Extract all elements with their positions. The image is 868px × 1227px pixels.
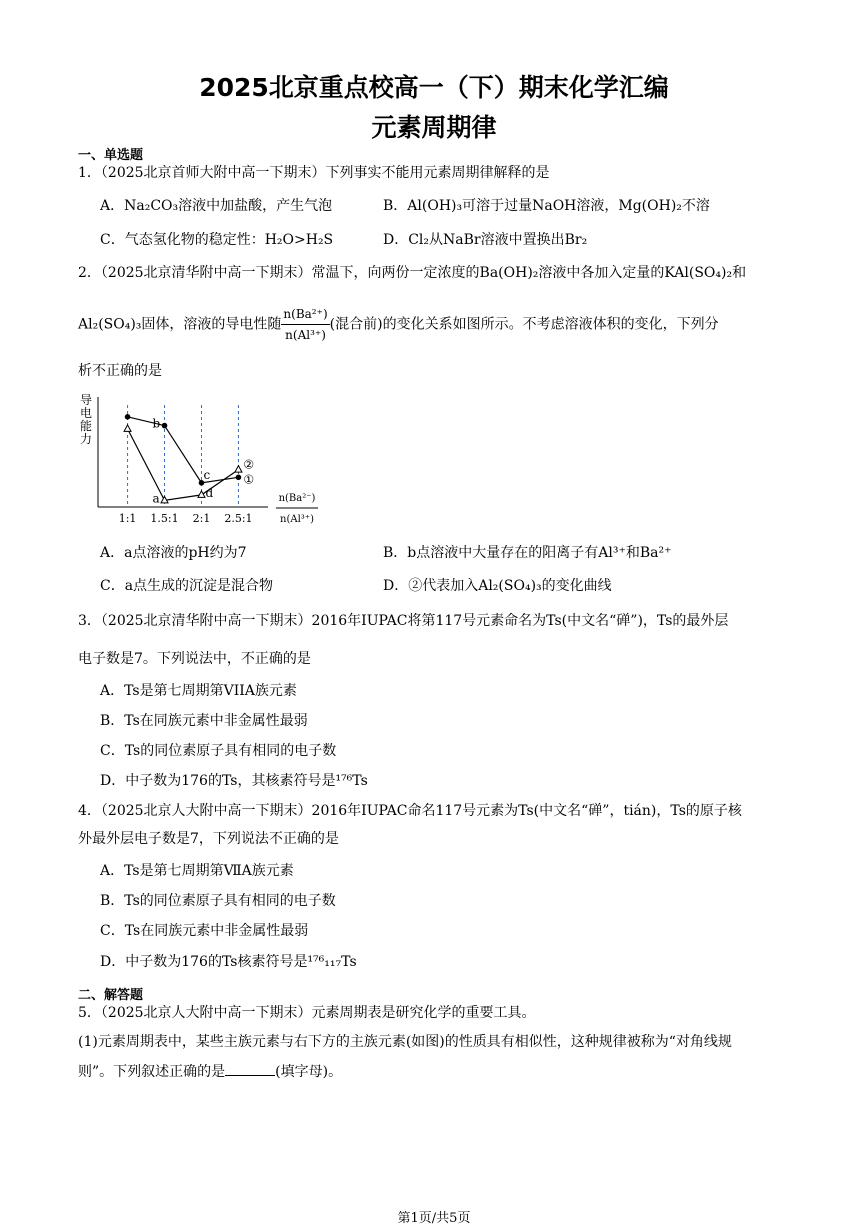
fraction-numerator: n(Ba²⁺) <box>281 304 329 325</box>
data-point-dot <box>125 414 131 420</box>
question-5-part1-line1: (1)元素周期表中，某些主族元素与右下方的主族元素(如图)的性质具有相似性，这种规律被称为“对角线规 <box>78 1034 732 1050</box>
series-line <box>128 417 239 483</box>
data-point-dot <box>236 475 242 481</box>
answer-blank[interactable] <box>225 1075 275 1076</box>
section-heading-answer: 二、解答题 <box>78 988 144 1003</box>
question-2-stem-line2 <box>78 304 719 345</box>
y-axis-label-char: 能 <box>80 419 93 433</box>
question-2-stem-part2: (混合前)的变化关系如图所示。不考虑溶液体积的变化，下列分 <box>329 316 719 333</box>
question-3-option-a: A．Ts是第七周期第VIIA族元素 <box>100 683 297 699</box>
question-3-option-d: D．中子数为176的Ts，其核素符号是¹⁷⁶Ts <box>100 773 368 789</box>
question-5-part1-suffix: (填字母)。 <box>275 1064 343 1080</box>
question-4-option-c: C．Ts在同族元素中非金属性最弱 <box>100 923 309 939</box>
question-4-stem-line1: 4．（2025北京人大附中高一下期末）2016年IUPAC命名117号元素为Ts(中文名“䃅”，tián)，Ts的原子核 <box>78 803 742 819</box>
x-tick-label: 2.5:1 <box>224 512 253 525</box>
question-3-option-b: B．Ts在同族元素中非金属性最弱 <box>100 713 308 729</box>
x-tick-label: 2:1 <box>192 512 211 525</box>
series-line <box>128 429 239 501</box>
series-label: ① <box>243 472 255 487</box>
y-axis-label-char: 力 <box>80 432 93 446</box>
x-tick-label: 1:1 <box>118 512 137 525</box>
question-2-stem-part1: Al₂(SO₄)₃固体，溶液的导电性随 <box>78 316 282 333</box>
y-axis-label-char: 导 <box>80 393 93 407</box>
page-subtitle: 元素周期律 <box>371 113 497 142</box>
point-label: d <box>205 485 214 500</box>
question-2-option-d: D．②代表加入Al₂(SO₄)₃的变化曲线 <box>383 578 612 594</box>
question-4-option-b: B．Ts的同位素原子具有相同的电子数 <box>100 893 336 909</box>
conductivity-chart <box>76 392 326 532</box>
question-3-option-c: C．Ts的同位素原子具有相同的电子数 <box>100 743 337 759</box>
question-1-option-d: D．Cl₂从NaBr溶液中置换出Br₂ <box>383 232 588 248</box>
section-heading-single-choice: 一、单选题 <box>78 148 144 163</box>
point-label: c <box>203 467 211 482</box>
series-label: ② <box>243 457 255 472</box>
question-4-option-d: D．中子数为176的Ts核素符号是¹⁷⁶₁₁₇Ts <box>100 954 357 970</box>
point-label: a <box>152 491 160 506</box>
data-point-triangle <box>124 425 131 432</box>
question-4-stem-line2: 外最外层电子数是7，下列说法不正确的是 <box>78 831 339 847</box>
point-label: b <box>152 416 161 431</box>
x-tick-label: 1.5:1 <box>150 512 179 525</box>
question-3-stem-line2: 电子数是7。下列说法中，不正确的是 <box>78 651 311 667</box>
x-axis-label-denominator: n(Al³⁺) <box>280 514 314 525</box>
fraction-denominator: n(Al³⁺) <box>285 328 326 342</box>
x-axis-label-numerator: n(Ba²⁻) <box>278 493 316 504</box>
question-2-option-b: B．b点溶液中大量存在的阳离子有Al³⁺和Ba²⁺ <box>383 545 672 561</box>
ratio-fraction <box>281 304 329 345</box>
question-5-stem: 5．（2025北京人大附中高一下期末）元素周期表是研究化学的重要工具。 <box>78 1005 536 1021</box>
data-point-triangle <box>198 491 205 498</box>
y-axis-label-char: 电 <box>80 406 93 420</box>
question-3-stem-line1: 3．（2025北京清华附中高一下期末）2016年IUPAC将第117号元素命名为Ts(中文名“䃅”)，Ts的最外层 <box>78 613 729 629</box>
question-4-option-a: A．Ts是第七周期第ⅦA族元素 <box>100 863 294 879</box>
question-1-option-b: B．Al(OH)₃可溶于过量NaOH溶液，Mg(OH)₂不溶 <box>383 198 710 214</box>
question-2-option-a: A．a点溶液的pH约为7 <box>100 545 247 561</box>
question-1-option-a: A．Na₂CO₃溶液中加盐酸，产生气泡 <box>100 198 333 214</box>
data-point-triangle <box>235 466 242 473</box>
question-5-part1-line2 <box>78 1062 342 1082</box>
page-title: 2025北京重点校高一（下）期末化学汇编 <box>199 73 669 102</box>
data-point-dot <box>162 423 168 429</box>
question-5-part1-text: 则”。下列叙述正确的是 <box>78 1064 226 1080</box>
question-1-option-c: C．气态氢化物的稳定性：H₂O>H₂S <box>100 232 334 248</box>
page-number: 第1页/共5页 <box>397 1211 471 1226</box>
question-2-stem-line1: 2．（2025北京清华附中高一下期末）常温下，向两份一定浓度的Ba(OH)₂溶液中各加入定量的KAl(SO₄)₂和 <box>78 265 747 281</box>
question-2-option-c: C．a点生成的沉淀是混合物 <box>100 578 274 594</box>
question-2-stem-line3: 析不正确的是 <box>78 363 162 379</box>
question-1-stem: 1．（2025北京首师大附中高一下期末）下列事实不能用元素周期律解释的是 <box>78 165 550 181</box>
